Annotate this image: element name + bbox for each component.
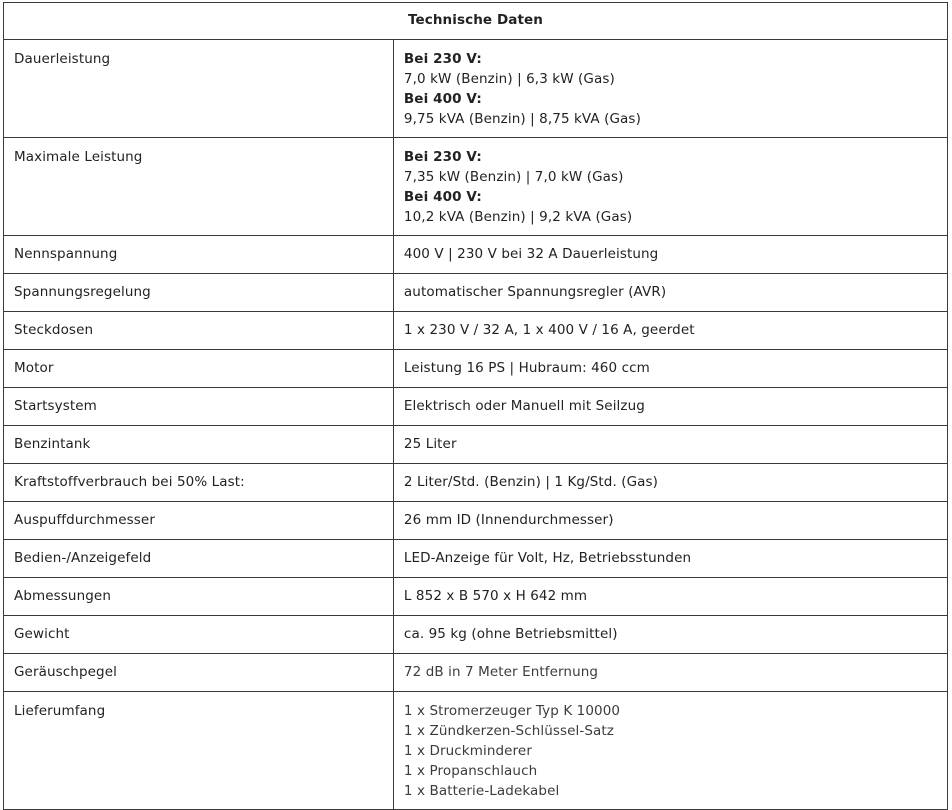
spec-value-line: 1 x 230 V / 32 A, 1 x 400 V / 16 A, geerdet [403,322,695,338]
table-row [4,388,948,426]
spec-label: Motor [4,350,394,388]
table-title: Technische Daten [4,3,948,40]
spec-value-line: 2 Liter/Std. (Benzin) | 1 Kg/Std. (Gas) [403,474,659,490]
spec-value-heading: Bei 400 V: [403,189,482,205]
spec-value-line: 7,35 kW (Benzin) | 7,0 kW (Gas) [403,169,624,185]
table-row [4,40,948,138]
table-body [4,40,948,810]
spec-value-line: 400 V | 230 V bei 32 A Dauerleistung [403,246,659,262]
spec-label: Kraftstoffverbrauch bei 50% Last: [4,464,394,502]
spec-label: Bedien-/Anzeigefeld [4,540,394,578]
spec-value-heading: Bei 400 V: [403,91,482,107]
spec-value-line: 10,2 kVA (Benzin) | 9,2 kVA (Gas) [403,209,633,225]
table-row [4,616,948,654]
spec-label: Spannungsregelung [4,274,394,312]
spec-value-line: 1 x Stromerzeuger Typ K 10000 [403,703,621,719]
spec-value [393,350,947,388]
table-row [4,138,948,236]
spec-label: Nennspannung [4,236,394,274]
spec-value-line: 26 mm ID (Innendurchmesser) [403,512,614,528]
table-row [4,578,948,616]
spec-value [393,502,947,540]
spec-value [393,578,947,616]
spec-value [393,654,947,692]
spec-value [393,236,947,274]
spec-value-line: LED-Anzeige für Volt, Hz, Betriebsstunden [403,550,692,566]
table-row [4,654,948,692]
spec-value-line: 7,0 kW (Benzin) | 6,3 kW (Gas) [403,71,615,87]
spec-label: Gewicht [4,616,394,654]
spec-value-line: 1 x Batterie-Ladekabel [403,783,560,799]
spec-value [393,692,947,810]
spec-value-heading: Bei 230 V: [403,149,482,165]
spec-value-line: 1 x Propanschlauch [403,763,538,779]
spec-value-line: automatischer Spannungsregler (AVR) [403,284,667,300]
spec-value-line: ca. 95 kg (ohne Betriebsmittel) [403,626,618,642]
spec-value [393,138,947,236]
table-row [4,540,948,578]
table-row [4,236,948,274]
spec-value [393,274,947,312]
table-row [4,692,948,810]
spec-value [393,312,947,350]
table-header-row [4,3,948,40]
spec-value [393,426,947,464]
table-row [4,426,948,464]
spec-value-heading: Bei 230 V: [403,51,482,67]
spec-value-line: 1 x Druckminderer [403,743,532,759]
spec-value-line: L 852 x B 570 x H 642 mm [403,588,588,604]
spec-value-line: Leistung 16 PS | Hubraum: 460 ccm [403,360,650,376]
spec-value [393,388,947,426]
spec-value-line: 9,75 kVA (Benzin) | 8,75 kVA (Gas) [403,111,641,127]
spec-label: Steckdosen [4,312,394,350]
spec-value-line: 1 x Zündkerzen-Schlüssel-Satz [403,723,614,739]
spec-label: Lieferumfang [4,692,394,810]
spec-label: Benzintank [4,426,394,464]
spec-value [393,540,947,578]
spec-value [393,40,947,138]
spec-value [393,616,947,654]
spec-label: Maximale Leistung [4,138,394,236]
spec-label: Auspuffdurchmesser [4,502,394,540]
spec-table [3,2,948,810]
table-row [4,350,948,388]
table-row [4,274,948,312]
table-row [4,502,948,540]
spec-label: Startsystem [4,388,394,426]
spec-value [393,464,947,502]
table-row [4,464,948,502]
spec-label: Abmessungen [4,578,394,616]
spec-value-line: Elektrisch oder Manuell mit Seilzug [403,398,645,414]
table-row [4,312,948,350]
spec-label: Geräuschpegel [4,654,394,692]
spec-value-line: 25 Liter [403,436,457,452]
spec-label: Dauerleistung [4,40,394,138]
spec-value-line: 72 dB in 7 Meter Entfernung [403,664,599,680]
